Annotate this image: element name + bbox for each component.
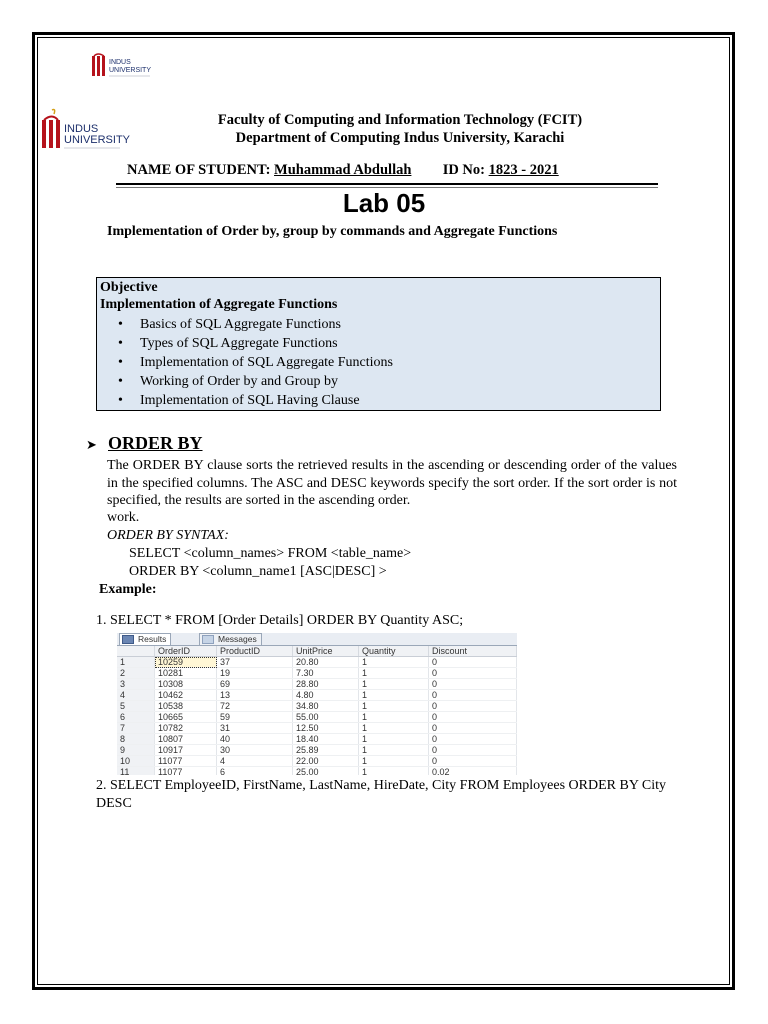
logo-small-line2: UNIVERSITY: [109, 67, 152, 74]
table-cell[interactable]: 1: [359, 679, 429, 690]
table-cell[interactable]: 37: [217, 657, 293, 668]
table-cell[interactable]: 10665: [155, 712, 217, 723]
table-cell[interactable]: 10308: [155, 679, 217, 690]
table-cell[interactable]: 30: [217, 745, 293, 756]
table-cell[interactable]: 4: [217, 756, 293, 767]
table-row[interactable]: [117, 679, 517, 690]
table-cell[interactable]: 25.00: [293, 767, 359, 776]
results-tabs: [117, 633, 517, 646]
university-logo: [40, 108, 160, 157]
lab-subtitle: Implementation of Order by, group by commands and Aggregate Functions: [107, 224, 558, 239]
row-number[interactable]: 9: [117, 745, 155, 756]
table-cell[interactable]: 0: [429, 756, 517, 767]
objective-heading: Objective: [100, 280, 158, 295]
table-row[interactable]: [117, 701, 517, 712]
table-row[interactable]: [117, 657, 517, 668]
syntax-line-1: SELECT <column_names> FROM <table_name>: [129, 546, 412, 561]
table-cell[interactable]: 59: [217, 712, 293, 723]
table-cell[interactable]: 22.00: [293, 756, 359, 767]
query-1: 1. SELECT * FROM [Order Details] ORDER BY Quantity ASC;: [96, 613, 464, 628]
table-cell[interactable]: 1: [359, 734, 429, 745]
table-row[interactable]: [117, 723, 517, 734]
table-cell[interactable]: 0: [429, 668, 517, 679]
table-cell[interactable]: 34.80: [293, 701, 359, 712]
row-number[interactable]: 11: [117, 767, 155, 776]
order-by-heading: ORDER BY: [108, 433, 203, 453]
table-cell[interactable]: 7.30: [293, 668, 359, 679]
table-cell[interactable]: 1: [359, 701, 429, 712]
grid-icon: [122, 635, 134, 644]
table-row[interactable]: [117, 712, 517, 723]
student-info: [127, 162, 559, 179]
table-row[interactable]: [117, 767, 517, 776]
table-cell[interactable]: 0: [429, 701, 517, 712]
row-number[interactable]: 2: [117, 668, 155, 679]
results-table: [117, 646, 517, 775]
university-logo-small: [90, 52, 190, 85]
table-row[interactable]: [117, 745, 517, 756]
table-row[interactable]: [117, 690, 517, 701]
table-cell[interactable]: 1: [359, 690, 429, 701]
row-number[interactable]: 5: [117, 701, 155, 712]
department-name: Department of Computing Indus University, Karachi: [235, 130, 565, 146]
message-icon: [202, 635, 214, 644]
table-cell[interactable]: 72: [217, 701, 293, 712]
table-cell[interactable]: 1: [359, 712, 429, 723]
table-cell[interactable]: 0: [429, 712, 517, 723]
results-tab[interactable]: Results: [119, 633, 171, 645]
table-cell[interactable]: 69: [217, 679, 293, 690]
table-cell[interactable]: 10259: [155, 657, 217, 668]
table-cell[interactable]: 0.02: [429, 767, 517, 776]
table-cell[interactable]: 28.80: [293, 679, 359, 690]
table-cell[interactable]: 11077: [155, 756, 217, 767]
arrow-bullet-icon: ➤: [86, 438, 97, 453]
table-cell[interactable]: 4.80: [293, 690, 359, 701]
table-cell[interactable]: 10281: [155, 668, 217, 679]
table-cell[interactable]: 55.00: [293, 712, 359, 723]
table-cell[interactable]: 0: [429, 679, 517, 690]
student-name: Muhammad Abdullah: [274, 162, 412, 178]
table-cell[interactable]: 0: [429, 723, 517, 734]
table-cell[interactable]: 19: [217, 668, 293, 679]
objective-item: • Implementation of SQL Aggregate Functions: [140, 353, 657, 372]
messages-tab[interactable]: Messages: [199, 633, 262, 645]
objective-box: [96, 277, 661, 411]
table-cell[interactable]: 18.40: [293, 734, 359, 745]
table-cell[interactable]: 12.50: [293, 723, 359, 734]
query-2: 2. SELECT EmployeeID, FirstName, LastName, HireDate, City FROM Employees ORDER BY City DESC: [96, 778, 667, 811]
column-header[interactable]: ProductID: [217, 646, 293, 657]
table-cell[interactable]: 13: [217, 690, 293, 701]
table-row[interactable]: [117, 756, 517, 767]
row-number[interactable]: 6: [117, 712, 155, 723]
table-cell[interactable]: 0: [429, 657, 517, 668]
objective-subheading: Implementation of Aggregate Functions: [100, 297, 338, 312]
id-label: ID No:: [442, 162, 485, 178]
order-by-description: The ORDER BY clause sorts the retrieved results in the ascending or descending order of the values in the specified columns. The ASC and DESC keywords specify the sort order. If the sort order is not specified, the results are sorted in the ascending order.: [107, 458, 677, 508]
logo-line1: INDUS: [64, 123, 99, 135]
objective-list: [100, 315, 657, 410]
results-grid: [117, 633, 517, 775]
row-number[interactable]: 8: [117, 734, 155, 745]
column-header[interactable]: UnitPrice: [293, 646, 359, 657]
header-rule: [116, 183, 658, 185]
row-number[interactable]: 1: [117, 657, 155, 668]
student-label: NAME OF STUDENT:: [127, 162, 271, 178]
column-header[interactable]: Quantity: [359, 646, 429, 657]
table-cell[interactable]: 1: [359, 767, 429, 776]
logo-line2: UNIVERSITY: [64, 134, 131, 146]
row-number[interactable]: 3: [117, 679, 155, 690]
order-by-section-heading: [86, 433, 203, 454]
table-cell[interactable]: 25.89: [293, 745, 359, 756]
faculty-name: Faculty of Computing and Information Technology (FCIT): [217, 112, 583, 128]
table-cell[interactable]: 1: [359, 723, 429, 734]
objective-item: • Basics of SQL Aggregate Functions: [140, 315, 657, 334]
table-cell[interactable]: 1: [359, 657, 429, 668]
table-row[interactable]: [117, 734, 517, 745]
objective-item: • Working of Order by and Group by: [140, 372, 657, 391]
table-cell[interactable]: 31: [217, 723, 293, 734]
row-number[interactable]: 7: [117, 723, 155, 734]
table-cell[interactable]: 10462: [155, 690, 217, 701]
objective-item: • Implementation of SQL Having Clause: [140, 391, 657, 410]
lab-title: Lab 05: [342, 188, 426, 218]
row-number[interactable]: 4: [117, 690, 155, 701]
table-cell[interactable]: 1: [359, 668, 429, 679]
table-cell[interactable]: 40: [217, 734, 293, 745]
syntax-line-2: ORDER BY <column_name1 [ASC|DESC] >: [129, 564, 387, 579]
work-text: work.: [107, 510, 140, 525]
row-number[interactable]: 10: [117, 756, 155, 767]
objective-item: • Types of SQL Aggregate Functions: [140, 334, 657, 353]
table-cell[interactable]: 10538: [155, 701, 217, 712]
table-cell[interactable]: 0: [429, 745, 517, 756]
table-cell[interactable]: 11077: [155, 767, 217, 776]
table-cell[interactable]: 0: [429, 690, 517, 701]
table-cell[interactable]: 20.80: [293, 657, 359, 668]
example-label: Example:: [99, 582, 157, 597]
column-header[interactable]: OrderID: [155, 646, 217, 657]
table-cell[interactable]: 10782: [155, 723, 217, 734]
column-header[interactable]: Discount: [429, 646, 517, 657]
logo-small-line1: INDUS: [109, 59, 131, 66]
table-cell[interactable]: 10807: [155, 734, 217, 745]
page-border-inner: [37, 37, 730, 985]
table-cell[interactable]: 1: [359, 756, 429, 767]
syntax-label: ORDER BY SYNTAX:: [107, 528, 229, 543]
column-header[interactable]: [117, 646, 155, 657]
table-cell[interactable]: 0: [429, 734, 517, 745]
table-cell[interactable]: 10917: [155, 745, 217, 756]
table-row[interactable]: [117, 668, 517, 679]
id-value: 1823 - 2021: [488, 162, 559, 178]
table-cell[interactable]: 1: [359, 745, 429, 756]
table-cell[interactable]: 6: [217, 767, 293, 776]
